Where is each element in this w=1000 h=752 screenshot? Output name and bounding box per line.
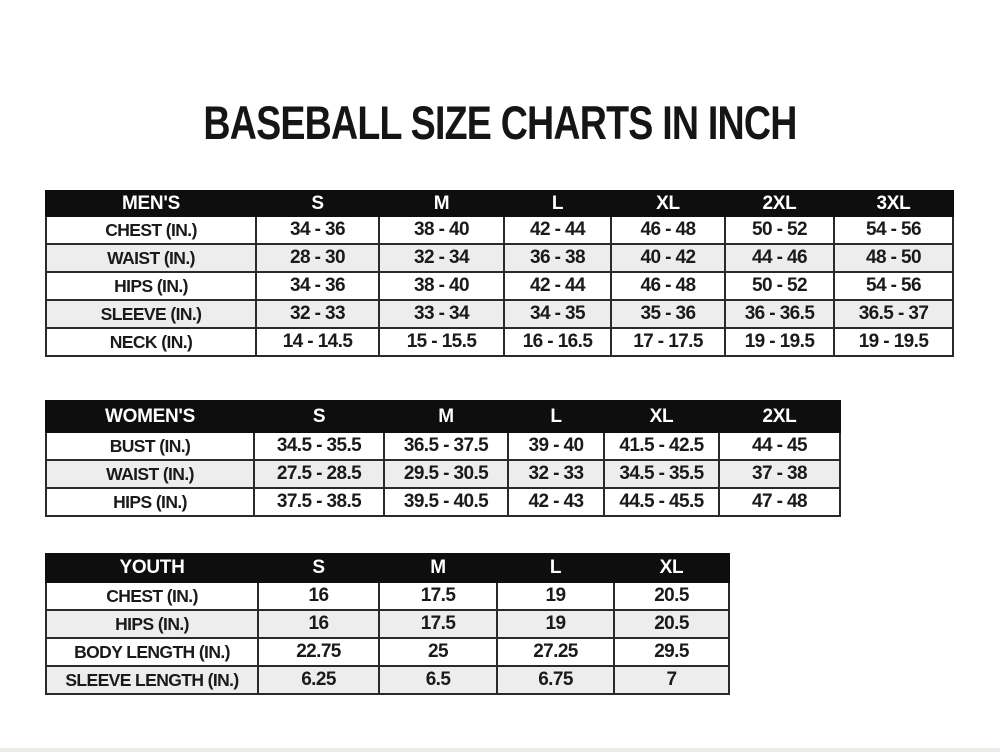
size-value-cell: 38 - 40	[379, 272, 504, 300]
size-value-cell: 44 - 45	[719, 432, 840, 460]
size-value-cell: 32 - 34	[379, 244, 504, 272]
size-value-cell: 44 - 46	[725, 244, 834, 272]
size-value-cell: 29.5 - 30.5	[384, 460, 508, 488]
size-value-cell: 33 - 34	[379, 300, 504, 328]
womens-size-table	[45, 400, 841, 517]
row-label: HIPS (IN.)	[46, 488, 254, 516]
size-value-cell: 20.5	[614, 582, 729, 610]
size-value-cell: 6.75	[497, 666, 614, 694]
table-row	[46, 244, 953, 272]
table-row	[46, 300, 953, 328]
size-value-cell: 35 - 36	[611, 300, 725, 328]
size-column-header: 3XL	[834, 191, 953, 216]
size-value-cell: 19	[497, 582, 614, 610]
row-label: SLEEVE LENGTH (IN.)	[46, 666, 258, 694]
row-label: WAIST (IN.)	[46, 460, 254, 488]
size-value-cell: 14 - 14.5	[256, 328, 379, 356]
size-value-cell: 36.5 - 37.5	[384, 432, 508, 460]
size-value-cell: 54 - 56	[834, 272, 953, 300]
size-value-cell: 16	[258, 610, 379, 638]
row-label: HIPS (IN.)	[46, 272, 256, 300]
row-label: CHEST (IN.)	[46, 582, 258, 610]
size-value-cell: 6.5	[379, 666, 497, 694]
mens-size-table	[45, 190, 954, 357]
table-row	[46, 582, 729, 610]
table-row	[46, 488, 840, 516]
size-column-header: XL	[611, 191, 725, 216]
size-column-header: S	[258, 554, 379, 582]
size-value-cell: 48 - 50	[834, 244, 953, 272]
size-value-cell: 17.5	[379, 582, 497, 610]
size-column-header: XL	[604, 401, 719, 432]
size-value-cell: 19 - 19.5	[725, 328, 834, 356]
size-value-cell: 22.75	[258, 638, 379, 666]
row-label: SLEEVE (IN.)	[46, 300, 256, 328]
size-value-cell: 25	[379, 638, 497, 666]
row-label: BODY LENGTH (IN.)	[46, 638, 258, 666]
size-value-cell: 34 - 36	[256, 216, 379, 244]
size-value-cell: 37 - 38	[719, 460, 840, 488]
size-value-cell: 6.25	[258, 666, 379, 694]
size-column-header: S	[254, 401, 384, 432]
size-value-cell: 54 - 56	[834, 216, 953, 244]
table-row	[46, 610, 729, 638]
mens-header-row	[46, 191, 953, 216]
size-value-cell: 50 - 52	[725, 272, 834, 300]
row-label: CHEST (IN.)	[46, 216, 256, 244]
size-value-cell: 34 - 36	[256, 272, 379, 300]
size-value-cell: 37.5 - 38.5	[254, 488, 384, 516]
row-label: BUST (IN.)	[46, 432, 254, 460]
youth-table-title: YOUTH	[46, 554, 258, 582]
table-row	[46, 432, 840, 460]
row-label: NECK (IN.)	[46, 328, 256, 356]
size-value-cell: 39.5 - 40.5	[384, 488, 508, 516]
size-column-header: 2XL	[725, 191, 834, 216]
size-value-cell: 47 - 48	[719, 488, 840, 516]
womens-header-row	[46, 401, 840, 432]
size-value-cell: 39 - 40	[508, 432, 604, 460]
size-value-cell: 17 - 17.5	[611, 328, 725, 356]
size-value-cell: 32 - 33	[256, 300, 379, 328]
table-row	[46, 216, 953, 244]
size-column-header: L	[504, 191, 611, 216]
size-value-cell: 50 - 52	[725, 216, 834, 244]
row-label: WAIST (IN.)	[46, 244, 256, 272]
size-column-header: S	[256, 191, 379, 216]
page-title: BASEBALL SIZE CHARTS IN INCH	[203, 96, 797, 150]
size-value-cell: 7	[614, 666, 729, 694]
size-value-cell: 27.5 - 28.5	[254, 460, 384, 488]
size-column-header: L	[508, 401, 604, 432]
size-value-cell: 34.5 - 35.5	[254, 432, 384, 460]
size-value-cell: 19 - 19.5	[834, 328, 953, 356]
size-value-cell: 27.25	[497, 638, 614, 666]
size-value-cell: 34 - 35	[504, 300, 611, 328]
size-column-header: M	[379, 191, 504, 216]
size-value-cell: 38 - 40	[379, 216, 504, 244]
size-column-header: XL	[614, 554, 729, 582]
size-value-cell: 36 - 38	[504, 244, 611, 272]
size-value-cell: 17.5	[379, 610, 497, 638]
size-column-header: 2XL	[719, 401, 840, 432]
size-value-cell: 36 - 36.5	[725, 300, 834, 328]
size-value-cell: 16 - 16.5	[504, 328, 611, 356]
size-value-cell: 46 - 48	[611, 272, 725, 300]
size-column-header: L	[497, 554, 614, 582]
table-row	[46, 666, 729, 694]
size-value-cell: 36.5 - 37	[834, 300, 953, 328]
table-row	[46, 638, 729, 666]
scan-edge-artifact	[0, 748, 1000, 752]
youth-header-row	[46, 554, 729, 582]
size-value-cell: 16	[258, 582, 379, 610]
womens-table-title: WOMEN'S	[46, 401, 254, 432]
size-value-cell: 20.5	[614, 610, 729, 638]
table-row	[46, 272, 953, 300]
mens-table-title: MEN'S	[46, 191, 256, 216]
size-value-cell: 44.5 - 45.5	[604, 488, 719, 516]
size-value-cell: 19	[497, 610, 614, 638]
size-value-cell: 42 - 44	[504, 216, 611, 244]
size-value-cell: 34.5 - 35.5	[604, 460, 719, 488]
size-value-cell: 15 - 15.5	[379, 328, 504, 356]
size-value-cell: 42 - 43	[508, 488, 604, 516]
size-column-header: M	[384, 401, 508, 432]
table-row	[46, 460, 840, 488]
size-value-cell: 28 - 30	[256, 244, 379, 272]
size-value-cell: 29.5	[614, 638, 729, 666]
size-value-cell: 42 - 44	[504, 272, 611, 300]
youth-size-table	[45, 553, 730, 695]
size-value-cell: 46 - 48	[611, 216, 725, 244]
size-value-cell: 41.5 - 42.5	[604, 432, 719, 460]
size-value-cell: 40 - 42	[611, 244, 725, 272]
table-row	[46, 328, 953, 356]
size-column-header: M	[379, 554, 497, 582]
row-label: HIPS (IN.)	[46, 610, 258, 638]
size-value-cell: 32 - 33	[508, 460, 604, 488]
